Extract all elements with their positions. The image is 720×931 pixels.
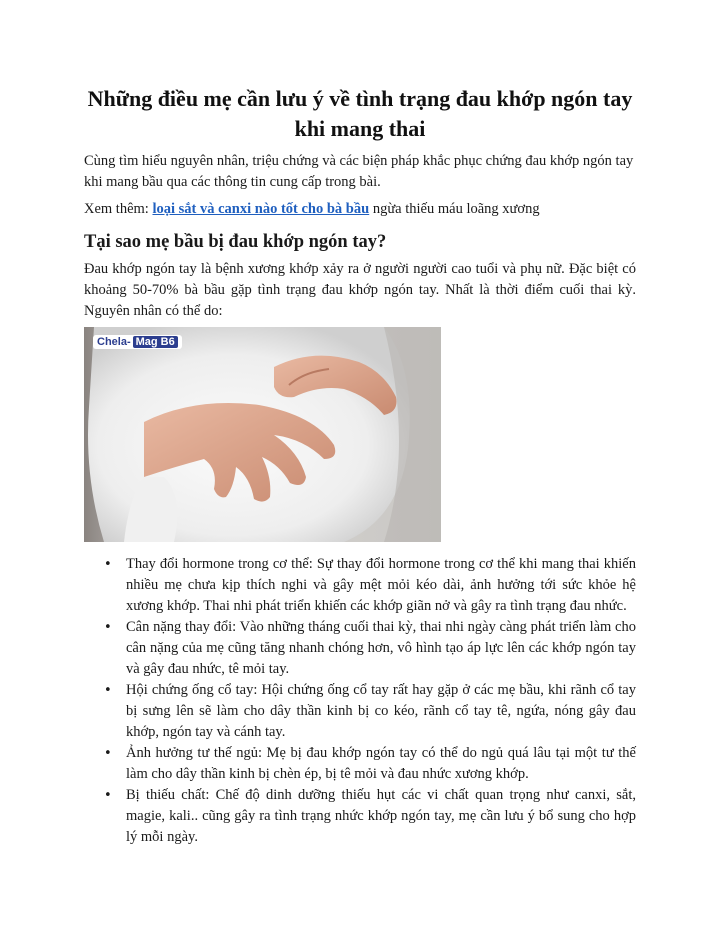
pregnant-belly-photo — [84, 327, 441, 542]
section-heading: Tại sao mẹ bầu bị đau khớp ngón tay? — [84, 232, 387, 252]
see-also-line — [84, 199, 636, 220]
chela-mag-b6-logo — [93, 335, 182, 349]
list-item: • Hội chứng ống cổ tay: Hội chứng ống cổ tay rất hay gặp ở các mẹ bầu, khi rãnh cổ tay bị sưng lên sẽ làm cho dây thần kinh bị co kéo, rãnh cổ tay tê, ngứa, nóng gây đau khớp, ngón tay và cánh tay. — [84, 680, 636, 743]
page-title: Những điều mẹ cần lưu ý về tình trạng đau khớp ngón tay khi mang thai — [87, 86, 633, 141]
list-item: • Bị thiếu chất: Chế độ dinh dưỡng thiếu hụt các vi chất quan trọng như canxi, sắt, magie, kali.. cũng gây ra tình trạng nhức khớp ngón tay, mẹ cần lưu ý bổ sung cho hợp lý mỗi ngày. — [84, 785, 636, 848]
logo-text: Chela- — [97, 336, 131, 348]
list-item: • Ảnh hưởng tư thế ngủ: Mẹ bị đau khớp ngón tay có thể do ngủ quá lâu tại một tư thế làm cho dây thần kinh bị chèn ép, bị tê mỏi và đau nhức xương khớp. — [84, 743, 636, 785]
photo-illustration — [84, 327, 441, 542]
logo-badge: Mag B6 — [133, 336, 178, 348]
list-item: • Cân nặng thay đổi: Vào những tháng cuối thai kỳ, thai nhi ngày càng phát triển làm cho cân nặng của mẹ cũng tăng nhanh chóng hơn, vô hình tạo áp lực lên các khớp ngón tay và gây đau nhức, tê mỏi tay. — [84, 617, 636, 680]
intro-paragraph: Cùng tìm hiểu nguyên nhân, triệu chứng và các biện pháp khắc phục chứng đau khớp ngón tay khi mang bầu qua các thông tin cung cấp trong bài. — [84, 153, 634, 190]
causes-list — [84, 554, 636, 848]
see-also-link[interactable]: loại sắt và canxi nào tốt cho bà bầu — [152, 201, 370, 217]
section-paragraph: Đau khớp ngón tay là bệnh xương khớp xảy ra ở người người cao tuổi và phụ nữ. Đặc biệt có khoảng 50-70% bà bầu gặp tình trạng đau khớp ngón tay. Nhất là thời điểm cuối thai kỳ. Nguyên nhân có thể do: — [84, 261, 636, 319]
see-also-prefix: Xem thêm: — [84, 201, 153, 217]
list-item: • Thay đổi hormone trong cơ thể: Sự thay đổi hormone trong cơ thể khi mang thai khiến nhiều mẹ chưa kịp thích nghi và gây mệt mỏi kéo dài, ảnh hưởng tới sức khỏe hệ xương khớp. Thai nhi phát triển khiến các khớp giãn nở và gây ra tình trạng đau nhức. — [84, 554, 636, 617]
see-also-suffix: ngừa thiếu máu loãng xương — [369, 201, 540, 217]
